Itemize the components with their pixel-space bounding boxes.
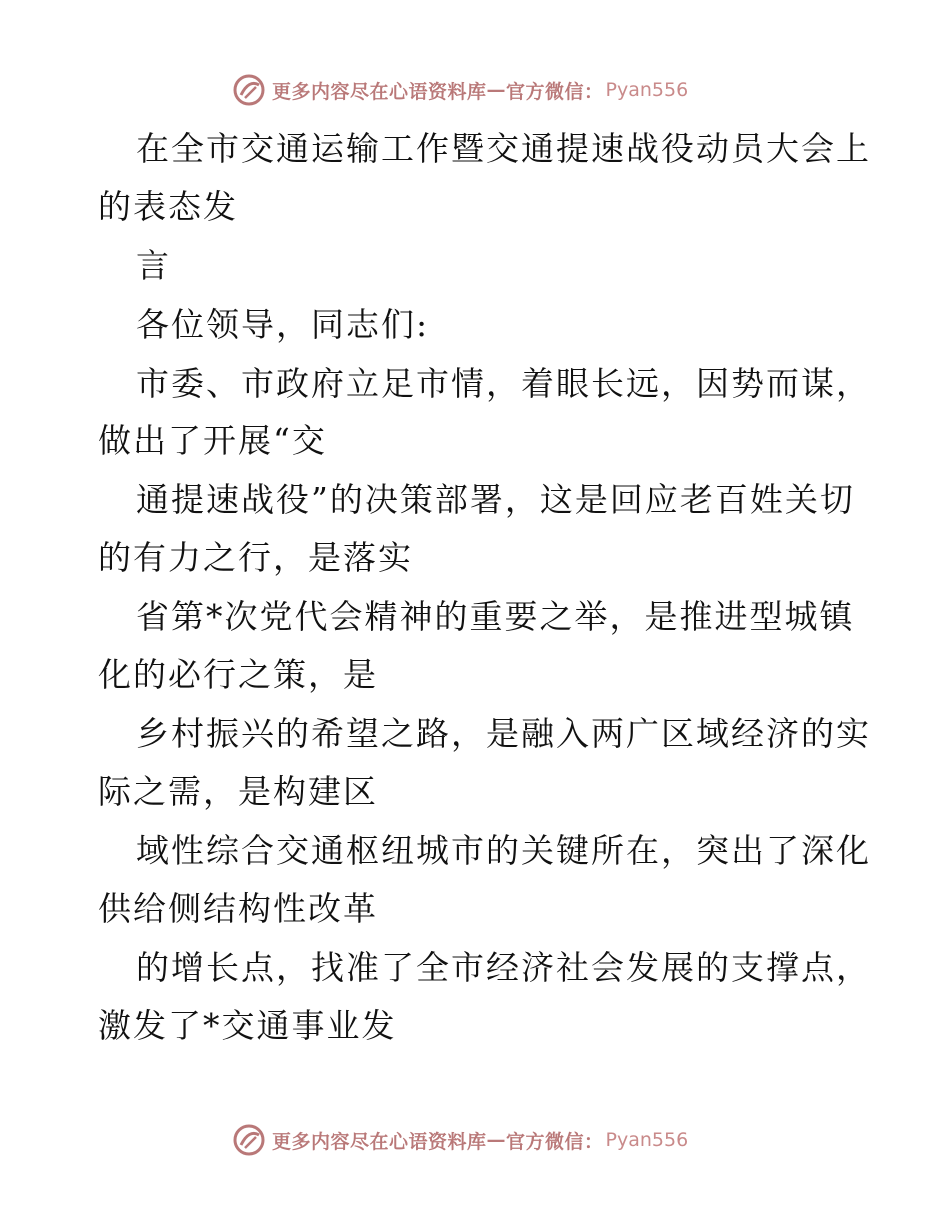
doc-line: 在全市交通运输工作暨交通提速战役动员大会上 <box>136 129 871 168</box>
banner-wechat-label: 官方微信： <box>506 1130 604 1153</box>
doc-line: 做出了开展“交 <box>98 421 327 460</box>
footer-banner <box>232 1122 688 1158</box>
doc-line: 化的必行之策，是 <box>98 655 378 694</box>
header-banner <box>232 72 688 108</box>
banner-text: 更多内容尽在心语资料库 <box>272 80 487 103</box>
doc-line: 的增长点，找准了全市经济社会发展的支撑点， <box>136 948 871 987</box>
doc-line: 际之需，是构建区 <box>98 772 378 811</box>
banner-dash: — <box>486 79 507 101</box>
brand-logo-icon <box>232 1123 266 1157</box>
banner-wechat-id: Pyan556 <box>605 1129 689 1151</box>
brand-logo-icon <box>232 73 266 107</box>
doc-line: 乡村振兴的希望之路，是融入两广区域经济的实 <box>136 714 871 753</box>
doc-line: 的表态发 <box>98 187 238 226</box>
banner-wechat-id: Pyan556 <box>605 79 689 101</box>
banner-text: 更多内容尽在心语资料库 <box>272 1130 487 1153</box>
doc-line: 各位领导，同志们: <box>136 305 430 344</box>
doc-line: 的有力之行，是落实 <box>98 538 413 577</box>
doc-line: 省第*次党代会精神的重要之举，是推进型城镇 <box>136 597 855 636</box>
doc-line: 市委、市政府立足市情，着眼长远，因势而谋， <box>136 364 871 403</box>
doc-line: 供给侧结构性改革 <box>98 889 378 928</box>
doc-line: 言 <box>136 246 171 285</box>
banner-dash: — <box>486 1129 507 1151</box>
doc-line: 域性综合交通枢纽城市的关键所在，突出了深化 <box>136 831 871 870</box>
doc-line: 激发了*交通事业发 <box>98 1006 397 1045</box>
doc-line: 通提速战役”的决策部署，这是回应老百姓关切 <box>136 480 855 519</box>
banner-wechat-label: 官方微信： <box>506 80 604 103</box>
